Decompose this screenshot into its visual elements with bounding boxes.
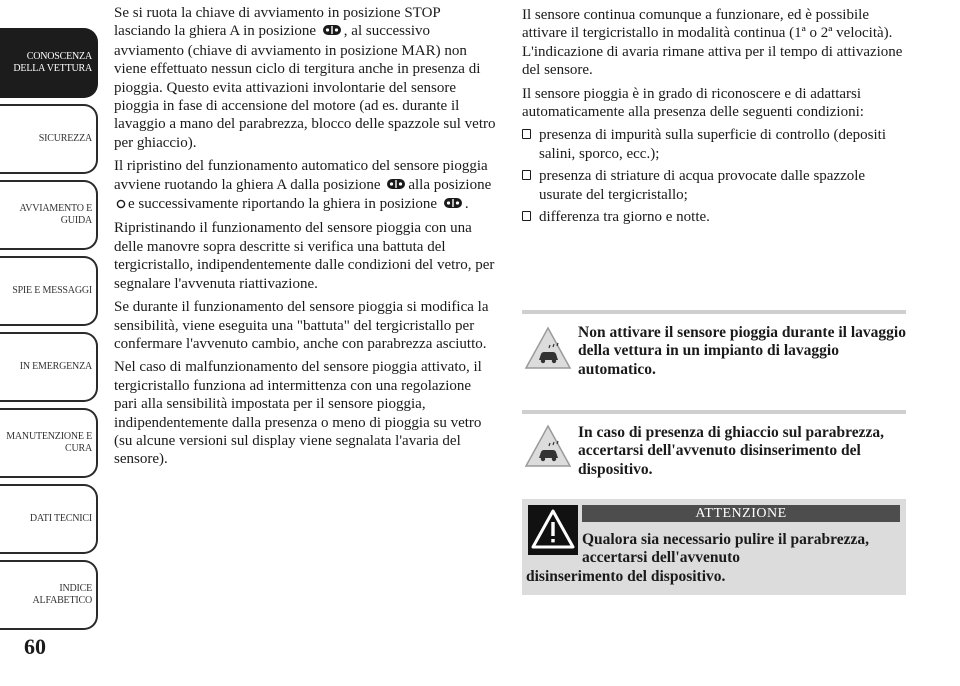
page-number: 60	[24, 634, 46, 659]
wiper-auto-icon	[443, 196, 463, 214]
tab-label: CONOSCENZA DELLA VETTURA	[13, 51, 92, 74]
right-column	[522, 6, 906, 232]
paragraph: Ripristinando il funzionamento del sensore pioggia con una delle manovre sopra descritte si verifica una battuta del tergicristallo, indipendentemente dalle condizioni del vetro, per segnalare l'avvenuta riattivazione.	[114, 220, 495, 292]
tab-spie-e-messaggi[interactable]	[0, 256, 98, 326]
car-warning-icon	[524, 326, 572, 375]
text: disinserimento del dispositivo.	[526, 567, 726, 585]
checkbox-bullet-icon	[522, 170, 531, 180]
warning-text: Non attivare il sensore pioggia durante il lavaggio della vettura in un impianto di lavaggio automatico.	[578, 324, 906, 378]
text: , al successivo avviamento (chiave di avviamento in posizione MAR) non viene effettuato nessun ciclo di tergitura anche in presenza di pioggia. Questo evita attivazioni involontarie del sensore pioggia in fase di accensione del motore (ad es. durante il lavaggio a mano del parabrezza, blocco delle spazzole sul vetro per ghiaccio).	[114, 23, 496, 151]
text: differenza tra giorno e notte.	[539, 209, 710, 226]
list-item	[522, 208, 906, 226]
text: Qualora sia necessario pulire il parabrezza, accertarsi dell'avvenuto	[582, 531, 870, 567]
paragraph	[114, 157, 496, 214]
paragraph: Il sensore continua comunque a funzionare, ed è possibile attivare il tergicristallo in modalità continua (1ª o 2ª velocità). L'indicazione di avaria rimane attiva per il tempo di attivazione del sensore.	[522, 7, 903, 79]
left-column	[114, 4, 496, 474]
attention-text	[526, 531, 900, 586]
tab-label: DATI TECNICI	[29, 513, 92, 524]
tab-conoscenza-della-vettura[interactable]	[0, 28, 98, 98]
car-warning-box	[522, 410, 906, 494]
list-item	[522, 167, 906, 204]
tab-label: SICUREZZA	[38, 133, 92, 144]
text: Il ripristino del funzionamento automatico del sensore pioggia avviene ruotando la ghiera A dalla posizione	[114, 158, 488, 193]
paragraph	[114, 4, 496, 152]
tab-label: SPIE E MESSAGGI	[12, 285, 92, 296]
car-warning-box	[522, 310, 906, 394]
wiper-auto-icon	[386, 177, 406, 195]
checkbox-bullet-icon	[522, 211, 531, 221]
wiper-auto-icon	[322, 23, 342, 41]
off-position-icon	[116, 196, 126, 214]
text: .	[464, 196, 469, 213]
text: e successivamente riportando la ghiera in posizione	[128, 196, 438, 213]
warning-text: In caso di presenza di ghiaccio sul parabrezza, accertarsi dell'avvenuto disinserimento del dispositivo.	[578, 424, 884, 478]
list-item	[522, 126, 906, 163]
tab-label: MANUTENZIONE E CURA	[6, 431, 92, 454]
paragraph: Se durante il funzionamento del sensore pioggia si modifica la sensibilità, viene eseguita una "battuta" del tergicristallo per confermare l'avvenuto cambio, anche con parabrezza asciutto.	[114, 299, 489, 352]
text: Se si ruota la chiave di avviamento in posizione STOP lasciando la ghiera A in posizione	[114, 5, 441, 40]
paragraph: Il sensore pioggia è in grado di riconoscere e di adattarsi automaticamente alla presenza delle seguenti condizioni:	[522, 85, 864, 121]
tab-label: AVVIAMENTO E GUIDA	[19, 203, 92, 226]
tab-label: IN EMERGENZA	[19, 361, 92, 372]
paragraph: Nel caso di malfunzionamento del sensore pioggia attivato, il tergicristallo funziona ad intermittenza con una regolazione pari alla sensibilità impostata per il sensore pioggia, indipendentemente dalla presenza o meno di pioggia su vetro (su alcune versioni sul display viene segnalata l'avaria del sensore).	[114, 359, 482, 468]
attention-title: ATTENZIONE	[582, 505, 900, 522]
tab-label: INDICE ALFABETICO	[32, 583, 92, 606]
checkbox-bullet-icon	[522, 129, 531, 139]
car-warning-icon	[524, 424, 572, 473]
attention-box	[522, 499, 906, 595]
tab-dati-tecnici[interactable]	[0, 484, 98, 554]
tab-in-emergenza[interactable]	[0, 332, 98, 402]
tab-manutenzione-e-cura[interactable]	[0, 408, 98, 478]
text: presenza di striature di acqua provocate dalle spazzole usurate del tergicristallo;	[539, 168, 866, 203]
text: presenza di impurità sulla superficie di controllo (depositi salini, sporco, ecc.);	[539, 127, 886, 162]
tab-avviamento-e-guida[interactable]	[0, 180, 98, 250]
condition-list	[522, 126, 906, 226]
tab-indice-alfabetico[interactable]	[0, 560, 98, 630]
tab-sicurezza[interactable]	[0, 104, 98, 174]
text: alla posizione	[408, 176, 492, 193]
